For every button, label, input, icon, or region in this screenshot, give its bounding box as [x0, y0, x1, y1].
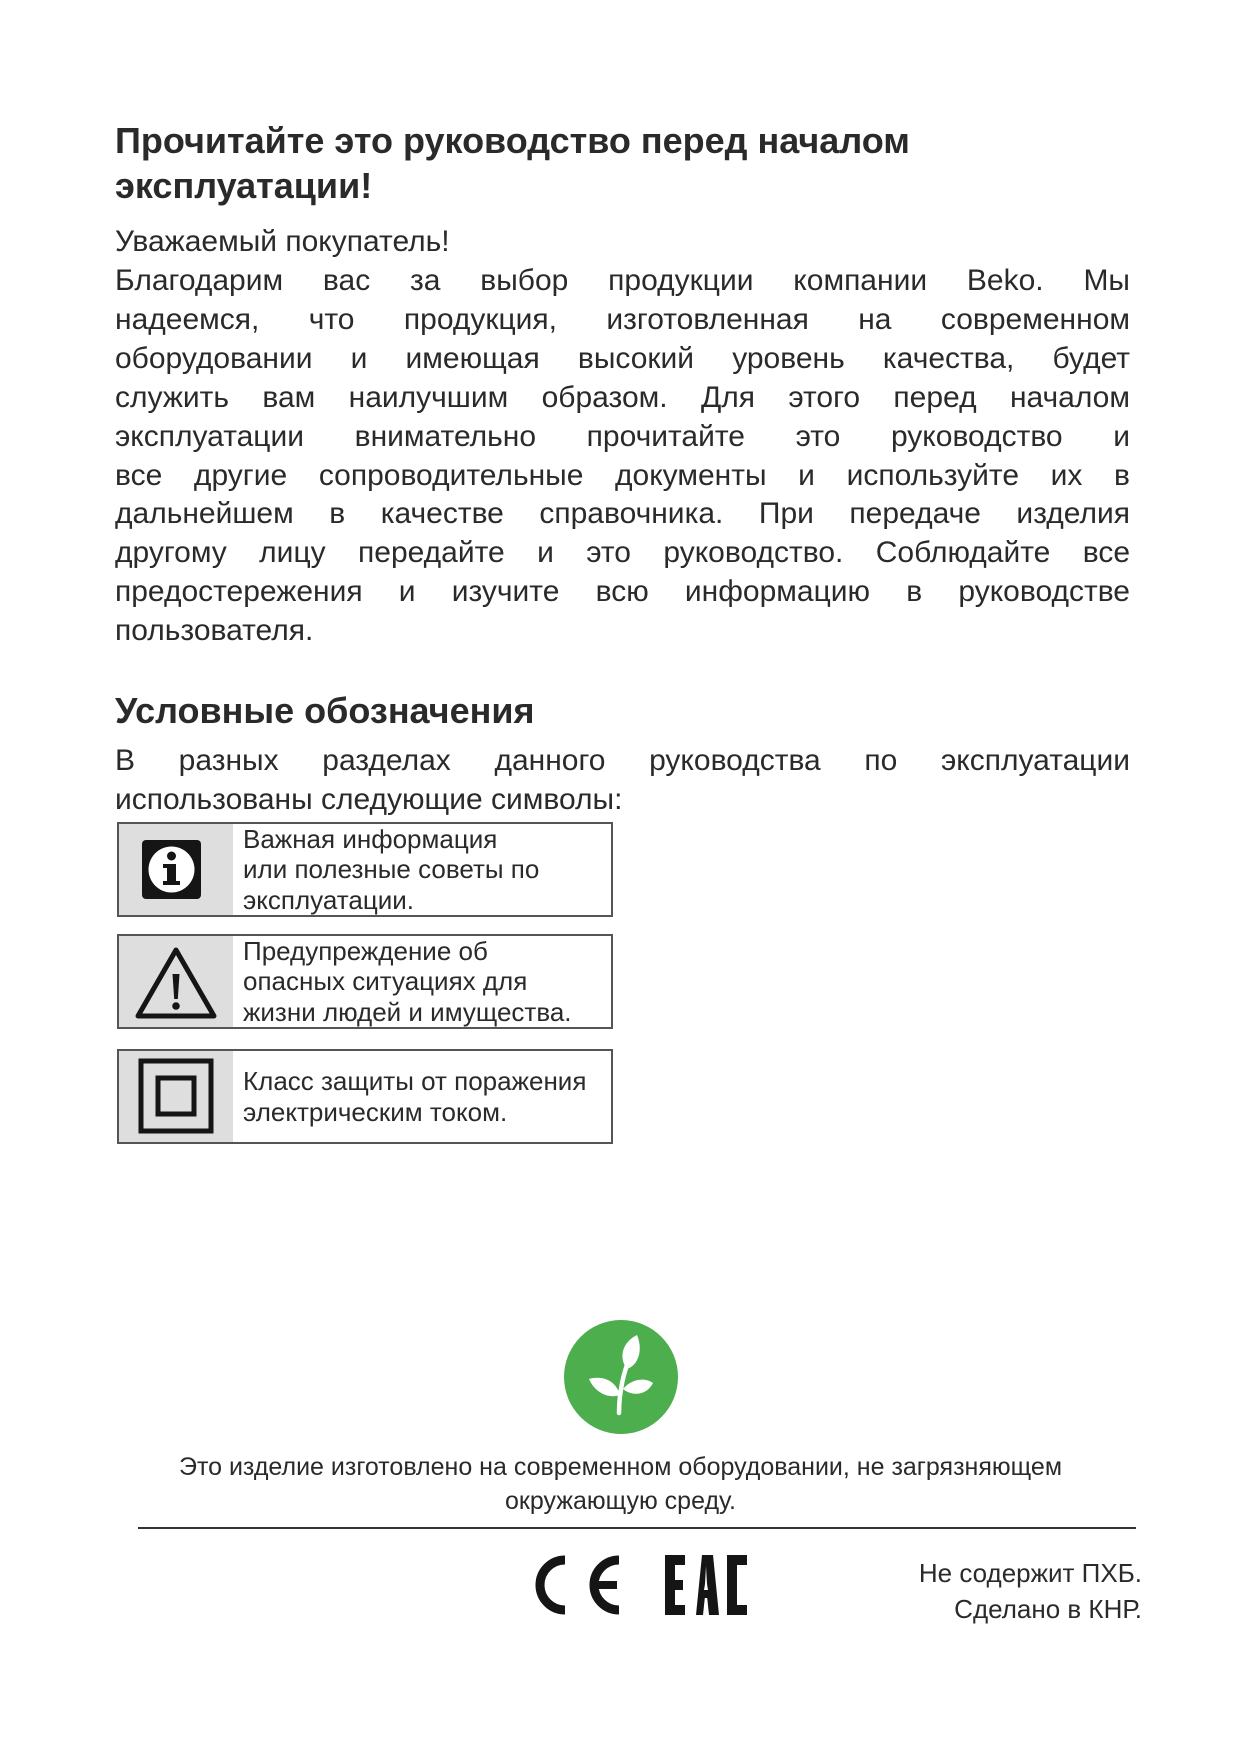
intro-line: эксплуатации внимательно прочитайте это руководство и: [115, 419, 1130, 453]
legend-intro: [115, 742, 1130, 820]
symbol-text-line: Предупреждение об: [243, 935, 488, 966]
symbol-text-line: жизни людей и имущества.: [243, 996, 572, 1027]
greeting: [115, 223, 1130, 262]
intro-line: надеемся, что продукция, изготовленная на современном: [115, 302, 1130, 336]
eco-text-line: Это изделие изготовлено на современном оборудовании, не загрязняющем: [178, 1453, 1063, 1481]
greeting-text: Уважаемый покупатель!: [115, 225, 450, 258]
legend-title: Условные обозначения: [115, 690, 535, 731]
symbol-box-info: [117, 822, 613, 917]
protection-class-icon: [119, 1051, 233, 1142]
symbol-text-line: опасных ситуациях для: [243, 966, 528, 997]
certification-marks: [525, 1544, 765, 1626]
intro-line: все другие сопроводительные документы и используйте их в: [115, 458, 1130, 492]
symbol-text-line: Важная информация: [243, 823, 498, 854]
no-pcb-note: Не содержит ПХБ.: [918, 1558, 1142, 1588]
ce-mark-icon: [540, 1560, 619, 1610]
eco-statement: [0, 1450, 1241, 1518]
symbol-description: [243, 824, 607, 915]
intro-line: оборудовании и имеющая высокий уровень качества, будет: [115, 341, 1130, 375]
symbol-text-line: эксплуатации.: [243, 884, 415, 915]
intro-line: предостережения и изучите всю информацию в руководстве: [115, 575, 1130, 609]
footer-divider: [138, 1527, 1136, 1529]
made-in-note: Сделано в КНР.: [954, 1594, 1142, 1624]
symbol-text-line: или полезные советы по: [243, 854, 540, 885]
warning-triangle-icon: [119, 936, 233, 1027]
intro-paragraph: [115, 262, 1130, 651]
symbol-icon-cell: [119, 936, 233, 1027]
eco-text-line: окружающую среду.: [505, 1487, 736, 1515]
page-title-line-2: эксплуатации!: [115, 165, 373, 206]
symbol-icon-cell: [119, 1051, 233, 1142]
intro-line: дальнейшем в качестве справочника. При передаче изделия: [115, 497, 1130, 531]
symbol-text-line: электрическим током.: [243, 1096, 508, 1127]
eco-leaf-icon: [563, 1319, 679, 1435]
legend-intro-line: В разных разделах данного руководства по эксплуатации: [115, 744, 1130, 777]
eac-mark-icon: [665, 1555, 747, 1615]
intro-line: Благодарим вас за выбор продукции компании Beko. Мы: [115, 264, 1130, 297]
footer-notes: [919, 1555, 1142, 1627]
intro-line: другому лицу передайте и это руководство. Соблюдайте все: [115, 536, 1130, 570]
intro-line: пользователя.: [115, 614, 314, 648]
symbol-description: [243, 1051, 607, 1142]
symbol-text-line: Класс защиты от поражения: [243, 1066, 587, 1096]
legend-intro-line: использованы следующие символы:: [115, 782, 623, 816]
info-icon: [119, 824, 233, 915]
intro-line: служить вам наилучшим образом. Для этого перед началом: [115, 380, 1130, 414]
symbol-description: [243, 936, 607, 1027]
page-title-line-1: Прочитайте это руководство перед началом: [115, 120, 910, 161]
page-title: [115, 118, 1115, 208]
symbol-box-protection-class: [117, 1049, 613, 1144]
symbol-icon-cell: [119, 824, 233, 915]
symbol-box-warning: [117, 934, 613, 1029]
